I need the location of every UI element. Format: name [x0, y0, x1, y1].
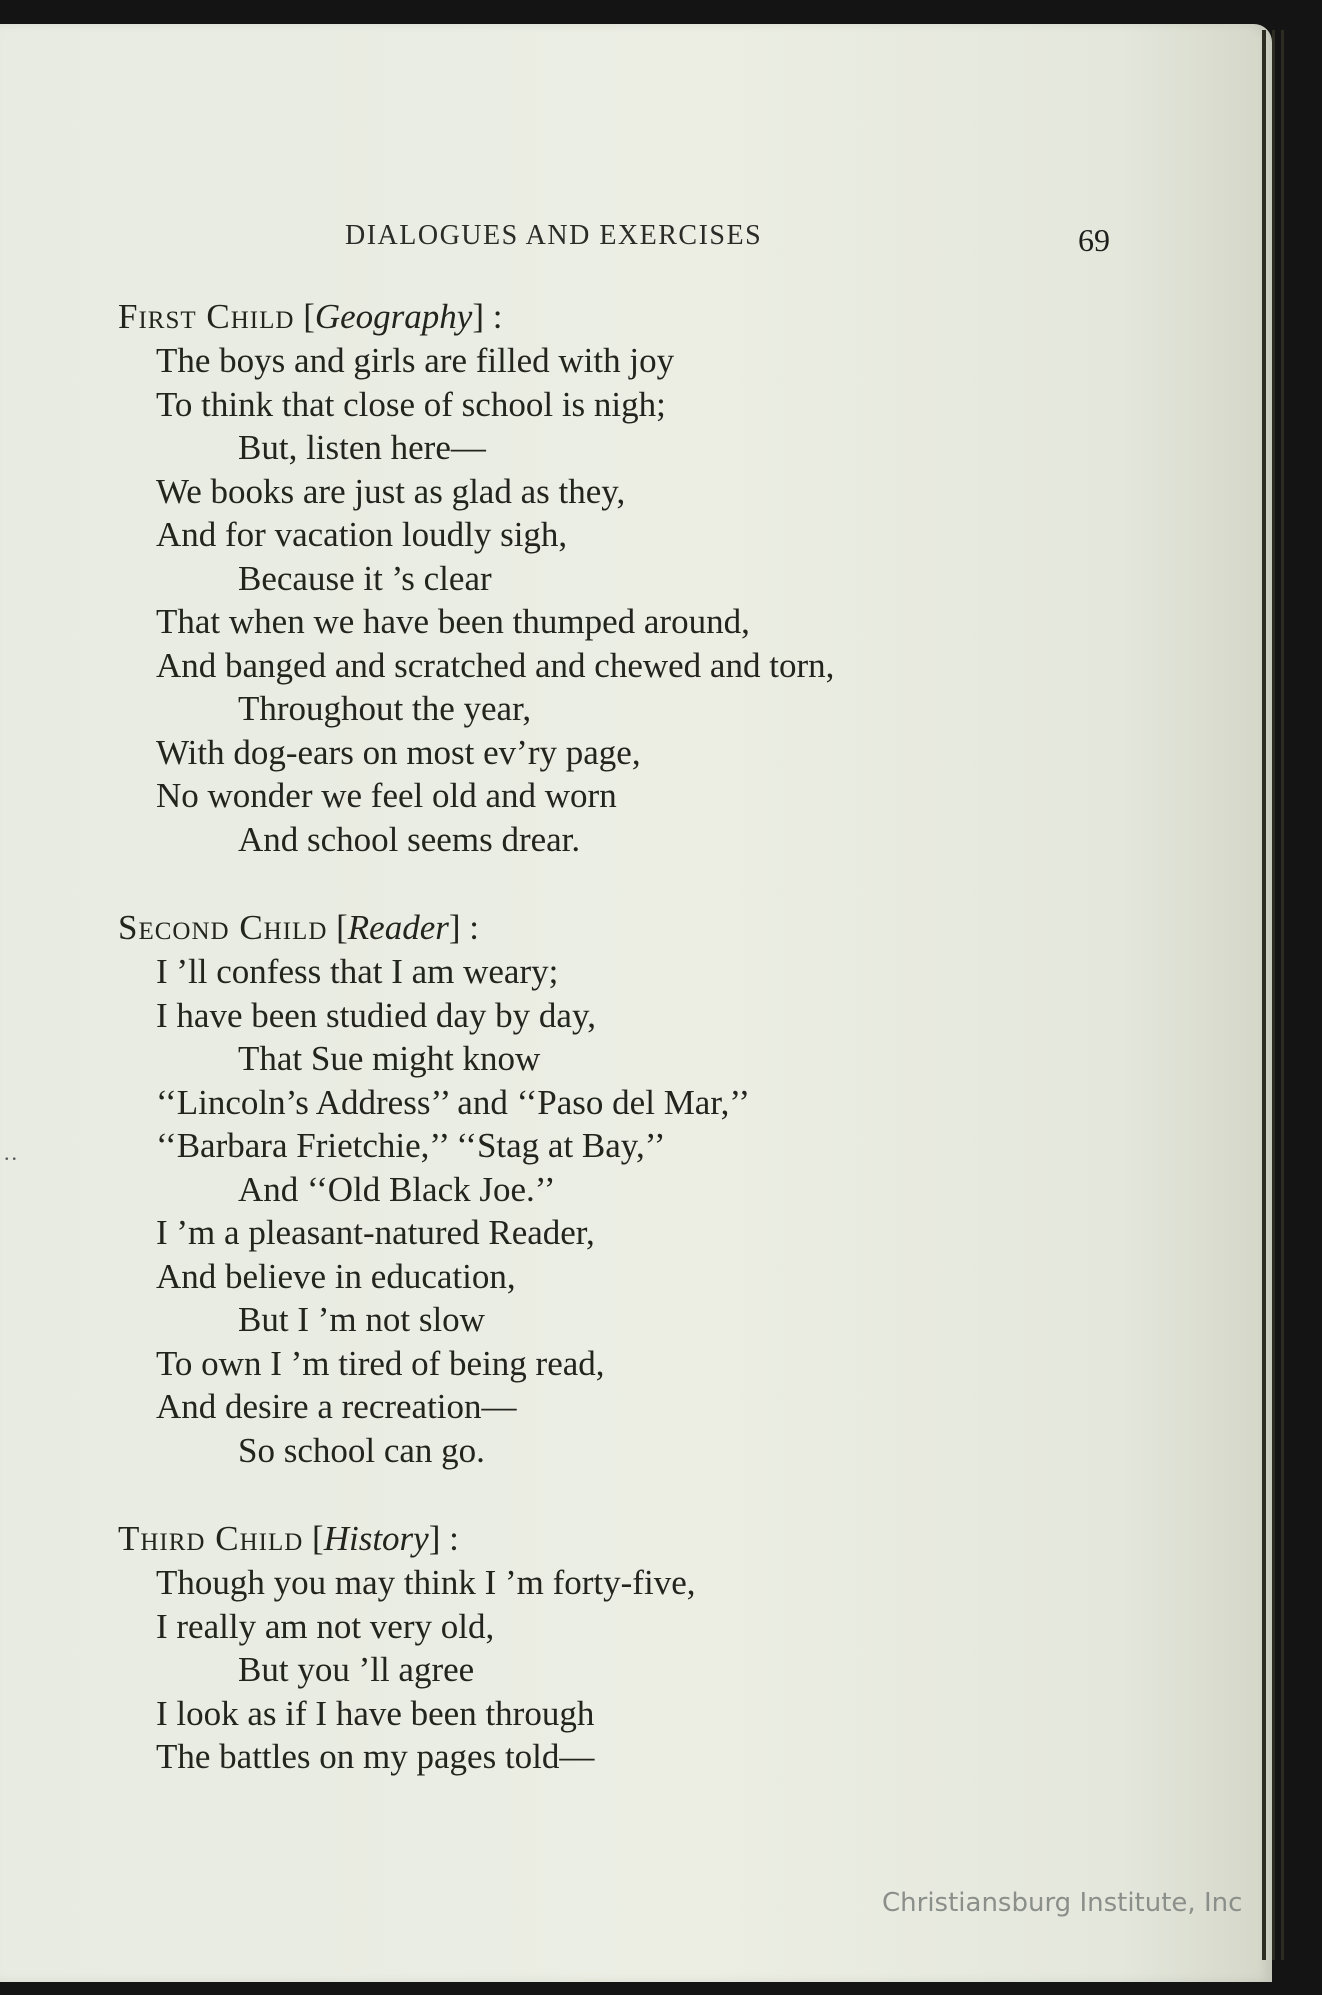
verse-line: But I ’m not slow	[238, 1300, 485, 1339]
speaker-role: Geography	[314, 297, 473, 336]
poem-body	[112, 294, 834, 1779]
verse-line: And desire a recreation—	[156, 1387, 517, 1426]
stanza-gap	[112, 861, 834, 905]
verse-line: Because it ’s clear	[238, 558, 492, 598]
verse-line: I really am not very old,	[156, 1606, 495, 1646]
verse-line: But you ’ll agree	[238, 1650, 475, 1689]
speaker-role: History	[323, 1519, 429, 1558]
verse-line: ‘‘Lincoln’s Address’’ and ‘‘Paso del Mar,’’	[156, 1082, 751, 1122]
verse-line: The boys and girls are filled with joy	[156, 341, 675, 380]
page-edge	[1281, 30, 1284, 1960]
verse-line: Throughout the year,	[238, 689, 532, 728]
verse-line: So school can go.	[238, 1430, 485, 1470]
verse-line: With dog-ears on most ev’ry page,	[156, 732, 641, 772]
speaker-name: Third Child	[118, 1519, 304, 1558]
speaker-heading: First Child [Geography] :	[118, 297, 503, 336]
speaker-name: Second Child	[118, 908, 328, 947]
verse-line: That when we have been thumped around,	[156, 602, 750, 641]
verse-line: I have been studied day by day,	[156, 995, 596, 1035]
margin-mark: ..	[4, 1140, 19, 1165]
speaker-heading: Second Child [Reader] :	[118, 908, 479, 947]
stanza-gap	[112, 1472, 834, 1516]
verse-line: Though you may think I ’m forty-five,	[156, 1563, 696, 1602]
verse-line: The battles on my pages told—	[156, 1737, 595, 1776]
verse-line: And for vacation loudly sigh,	[156, 515, 568, 554]
verse-line: And banged and scratched and chewed and torn,	[156, 645, 835, 685]
verse-line: And ‘‘Old Black Joe.’’	[238, 1169, 556, 1209]
speaker-role: Reader	[347, 908, 449, 947]
verse-line: But, listen here—	[238, 428, 486, 467]
verse-line: I ’m a pleasant-natured Reader,	[156, 1213, 595, 1252]
speaker-heading: Third Child [History] :	[118, 1519, 459, 1558]
verse-line: That Sue might know	[238, 1039, 541, 1078]
page-edge	[1272, 30, 1275, 1960]
verse-line: And school seems drear.	[238, 819, 581, 859]
running-title: DIALOGUES AND EXERCISES	[345, 220, 763, 251]
speaker-name: First Child	[118, 297, 295, 336]
verse-line: To think that close of school is nigh;	[156, 384, 666, 424]
verse-line: ‘‘Barbara Frietchie,’’ ‘‘Stag at Bay,’’	[156, 1126, 666, 1165]
page-edge	[1262, 30, 1266, 1960]
page-number: 69	[1078, 222, 1110, 258]
verse-line: To own I ’m tired of being read,	[156, 1343, 605, 1383]
verse-line: And believe in education,	[156, 1256, 516, 1296]
verse-line: I look as if I have been through	[156, 1693, 595, 1733]
book-page	[0, 24, 1272, 1982]
verse-line: No wonder we feel old and worn	[156, 776, 617, 815]
watermark: Christiansburg Institute, Inc	[882, 1888, 1243, 1918]
verse-line: I ’ll confess that I am weary;	[156, 952, 559, 991]
verse-line: We books are just as glad as they,	[156, 471, 626, 511]
